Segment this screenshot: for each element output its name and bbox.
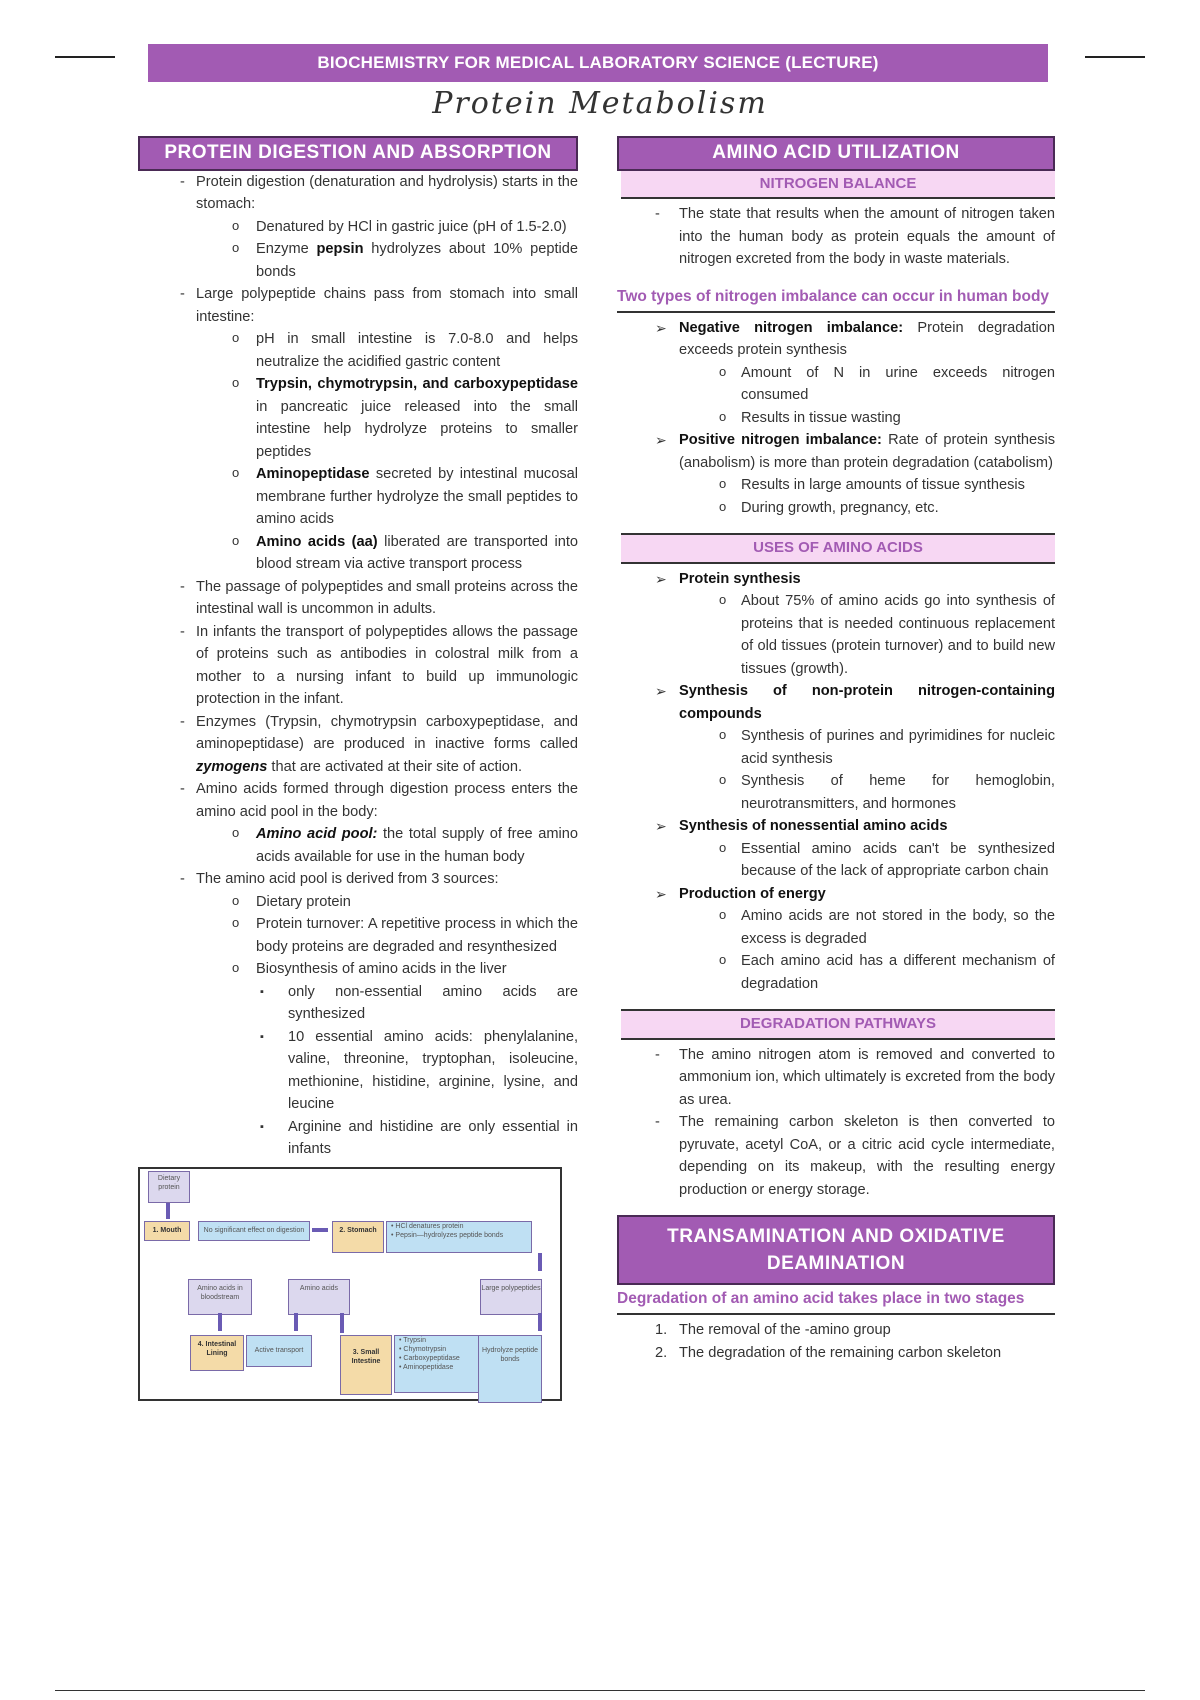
list-item: o Amount of N in urine exceeds nitrogen consumed <box>679 362 1055 407</box>
list-item: - Enzymes (Trypsin, chymotrypsin carboxypeptidase, and aminopeptidase) are produced in inactive forms called zymogens that are activated at their site of action. <box>138 711 578 779</box>
digestion-diagram <box>138 1167 562 1401</box>
list-item: o pH in small intestine is 7.0-8.0 and helps neutralize the acidified gastric content <box>196 328 578 373</box>
list-item: o Synthesis of heme for hemoglobin, neurotransmitters, and hormones <box>679 770 1055 815</box>
list-item: o Amino acids are not stored in the body, so the excess is degraded <box>679 905 1055 950</box>
diagram-stomach-notes: • HCl denatures protein • Pepsin—hydrolyzes peptide bonds <box>386 1221 532 1253</box>
list-item: o Dietary protein <box>196 891 578 914</box>
list-item: o Aminopeptidase secreted by intestinal mucosal membrane further hydrolyze the small peptides to amino acids <box>196 463 578 531</box>
list-item: ➢ Positive nitrogen imbalance: Rate of protein synthesis (anabolism) is more than protein degradation (catabolism) o Results in large amounts of tissue synthesis o During growth, pregnancy, etc. <box>617 429 1055 519</box>
list-item: ➢ Negative nitrogen imbalance: Protein degradation exceeds protein synthesis o Amount of N in urine exceeds nitrogen consumed o Results in tissue wasting <box>617 317 1055 430</box>
diagram-arrow <box>340 1313 344 1333</box>
diagram-stomach: 2. Stomach <box>332 1221 384 1253</box>
diagram-arrow <box>218 1313 222 1331</box>
list-item: ▪ only non-essential amino acids are synthesized <box>256 981 578 1026</box>
sub-heading-nitrogen-balance: NITROGEN BALANCE <box>621 171 1055 200</box>
list-item: - The passage of polypeptides and small proteins across the intestinal wall is uncommon in adults. <box>138 576 578 621</box>
list-item: - Large polypeptide chains pass from stomach into small intestine: o pH in small intestine is 7.0-8.0 and helps neutralize the acidified gastric content o Trypsin, chymotrypsin, and carboxypeptidase in pancreatic juice released into the small intestine help hydrolyze proteins to smaller peptides o Aminopeptidase secreted by intestinal mucosal membrane further hydrolyze the small peptides to amino acids o Amino acids (aa) liberated are transported into blood stream via active transport process <box>138 283 578 576</box>
stages-title: Degradation of an amino acid takes place in two stages <box>617 1287 1055 1315</box>
list-item: 1. The removal of the -amino group <box>655 1322 891 1338</box>
list-item: o Enzyme pepsin hydrolyzes about 10% peptide bonds <box>196 238 578 283</box>
diagram-active-transport: Active transport <box>246 1335 312 1367</box>
list-item: o Each amino acid has a different mechanism of degradation <box>679 950 1055 995</box>
section-heading-transamination: TRANSAMINATION AND OXIDATIVE DEAMINATION <box>617 1215 1055 1285</box>
diagram-amino-acids: Amino acids <box>288 1279 350 1315</box>
diagram-mouth: 1. Mouth <box>144 1221 190 1241</box>
list-item: o Results in tissue wasting <box>679 407 1055 430</box>
list-item: - Amino acids formed through digestion process enters the amino acid pool in the body: o Amino acid pool: the total supply of free amino acids available for use in the human body <box>138 778 578 868</box>
sub-heading-degradation: DEGRADATION PATHWAYS <box>621 1009 1055 1040</box>
list-item: o Essential amino acids can't be synthesized because of the lack of appropriate carbon chain <box>679 838 1055 883</box>
diagram-enzymes: • Trypsin • Chymotrypsin • Carboxypeptidase • Aminopeptidase <box>394 1335 480 1393</box>
list-item: o Amino acids (aa) liberated are transported into blood stream via active transport process <box>196 531 578 576</box>
list-item: - In infants the transport of polypeptides allows the passage of proteins such as antibodies in colostral milk from a mother to a nursing infant to build up immunologic protection in the infant. <box>138 621 578 711</box>
section-heading-digestion: PROTEIN DIGESTION AND ABSORPTION <box>138 136 578 171</box>
list-item: o Results in large amounts of tissue synthesis <box>679 474 1055 497</box>
list-item: ▪ Arginine and histidine are only essential in infants <box>256 1116 578 1161</box>
diagram-mouth-note: No significant effect on digestion <box>198 1221 310 1241</box>
list-item: - The amino nitrogen atom is removed and converted to ammonium ion, which ultimately is excreted from the body as urea. <box>617 1044 1055 1112</box>
diagram-large-polypeptides: Large polypeptides <box>480 1279 542 1315</box>
list-item: o Trypsin, chymotrypsin, and carboxypeptidase in pancreatic juice released into the small intestine help hydrolyze proteins to smaller peptides <box>196 373 578 463</box>
imbalance-title: Two types of nitrogen imbalance can occur in human body <box>617 285 1055 313</box>
list-item: ➢ Protein synthesis o About 75% of amino acids go into synthesis of proteins that is needed continuous replacement of old tissues (protein turnover) and to build new tissues (growth). <box>617 568 1055 681</box>
list-item: ▪ 10 essential amino acids: phenylalanine, valine, threonine, tryptophan, isoleucine, methionine, histidine, arginine, lysine, and leucine <box>256 1026 578 1116</box>
top-rule-left <box>55 56 115 58</box>
digestion-list <box>138 171 578 1161</box>
top-rule-right <box>1085 56 1145 58</box>
list-item: - The amino acid pool is derived from 3 sources: o Dietary protein o Protein turnover: A repetitive process in which the body proteins are degraded and resynthesized o Biosynthesis of amino acids in the liver ▪ only non-essential amino acids are synthesized ▪ 10 essential amino acids: phenylalanine, valine, threonine, tryptophan, isoleucine, methionine, histidine, arginine, lysine, and leucine ▪ Arginine and histidine are only essential in infants <box>138 868 578 1161</box>
diagram-arrow <box>538 1313 542 1331</box>
section-heading-utilization: AMINO ACID UTILIZATION <box>617 136 1055 171</box>
left-column <box>138 136 578 1401</box>
list-item: o During growth, pregnancy, etc. <box>679 497 1055 520</box>
diagram-arrow <box>294 1313 298 1331</box>
diagram-intestinal-lining: 4. Intestinal Lining <box>190 1335 244 1371</box>
diagram-arrow <box>538 1253 542 1271</box>
list-item: o Synthesis of purines and pyrimidines for nucleic acid synthesis <box>679 725 1055 770</box>
list-item: ➢ Synthesis of nonessential amino acids o Essential amino acids can't be synthesized because of the lack of appropriate carbon chain <box>617 815 1055 883</box>
list-item: - The state that results when the amount of nitrogen taken into the human body as protein equals the amount of nitrogen excreted from the body in waste materials. <box>617 203 1055 271</box>
list-item: o Amino acid pool: the total supply of free amino acids available for use in the human body <box>196 823 578 868</box>
diagram-aa-bloodstream: Amino acids in bloodstream <box>188 1279 252 1315</box>
list-item: - Protein digestion (denaturation and hydrolysis) starts in the stomach: o Denatured by HCl in gastric juice (pH of 1.5-2.0) o Enzyme pepsin hydrolyzes about 10% peptide bonds <box>138 171 578 284</box>
list-item: ➢ Synthesis of non-protein nitrogen-containing compounds o Synthesis of purines and pyrimidines for nucleic acid synthesis o Synthesis of heme for hemoglobin, neurotransmitters, and hormones <box>617 680 1055 815</box>
right-column <box>617 136 1055 1364</box>
list-item: o Denatured by HCl in gastric juice (pH of 1.5-2.0) <box>196 216 578 239</box>
diagram-small-intestine: 3. Small Intestine <box>340 1335 392 1395</box>
list-item: o About 75% of amino acids go into synthesis of proteins that is needed continuous replacement of old tissues (protein turnover) and to build new tissues (growth). <box>679 590 1055 680</box>
list-item: ➢ Production of energy o Amino acids are not stored in the body, so the excess is degraded o Each amino acid has a different mechanism of degradation <box>617 883 1055 996</box>
bottom-rule <box>55 1690 1145 1691</box>
diagram-arrow <box>312 1228 328 1232</box>
page-title: Protein Metabolism <box>432 86 768 121</box>
list-item: o Biosynthesis of amino acids in the liver ▪ only non-essential amino acids are synthesized ▪ 10 essential amino acids: phenylalanine, valine, threonine, tryptophan, isoleucine, methionine, histidine, arginine, lysine, and leucine ▪ Arginine and histidine are only essential in infants <box>196 958 578 1161</box>
sub-heading-uses: USES OF AMINO ACIDS <box>621 533 1055 564</box>
diagram-dietary-protein: Dietary protein <box>148 1171 190 1203</box>
list-item: - The remaining carbon skeleton is then converted to pyruvate, acetyl CoA, or a citric acid cycle intermediate, depending on its makeup, with the resulting energy production or energy storage. <box>617 1111 1055 1201</box>
diagram-arrow <box>166 1203 170 1219</box>
course-header: BIOCHEMISTRY FOR MEDICAL LABORATORY SCIENCE (LECTURE) <box>148 44 1048 82</box>
list-item: o Protein turnover: A repetitive process in which the body proteins are degraded and resynthesized <box>196 913 578 958</box>
list-item: 2. The degradation of the remaining carbon skeleton <box>655 1344 1002 1361</box>
diagram-hydrolyze: Hydrolyze peptide bonds <box>478 1335 542 1403</box>
